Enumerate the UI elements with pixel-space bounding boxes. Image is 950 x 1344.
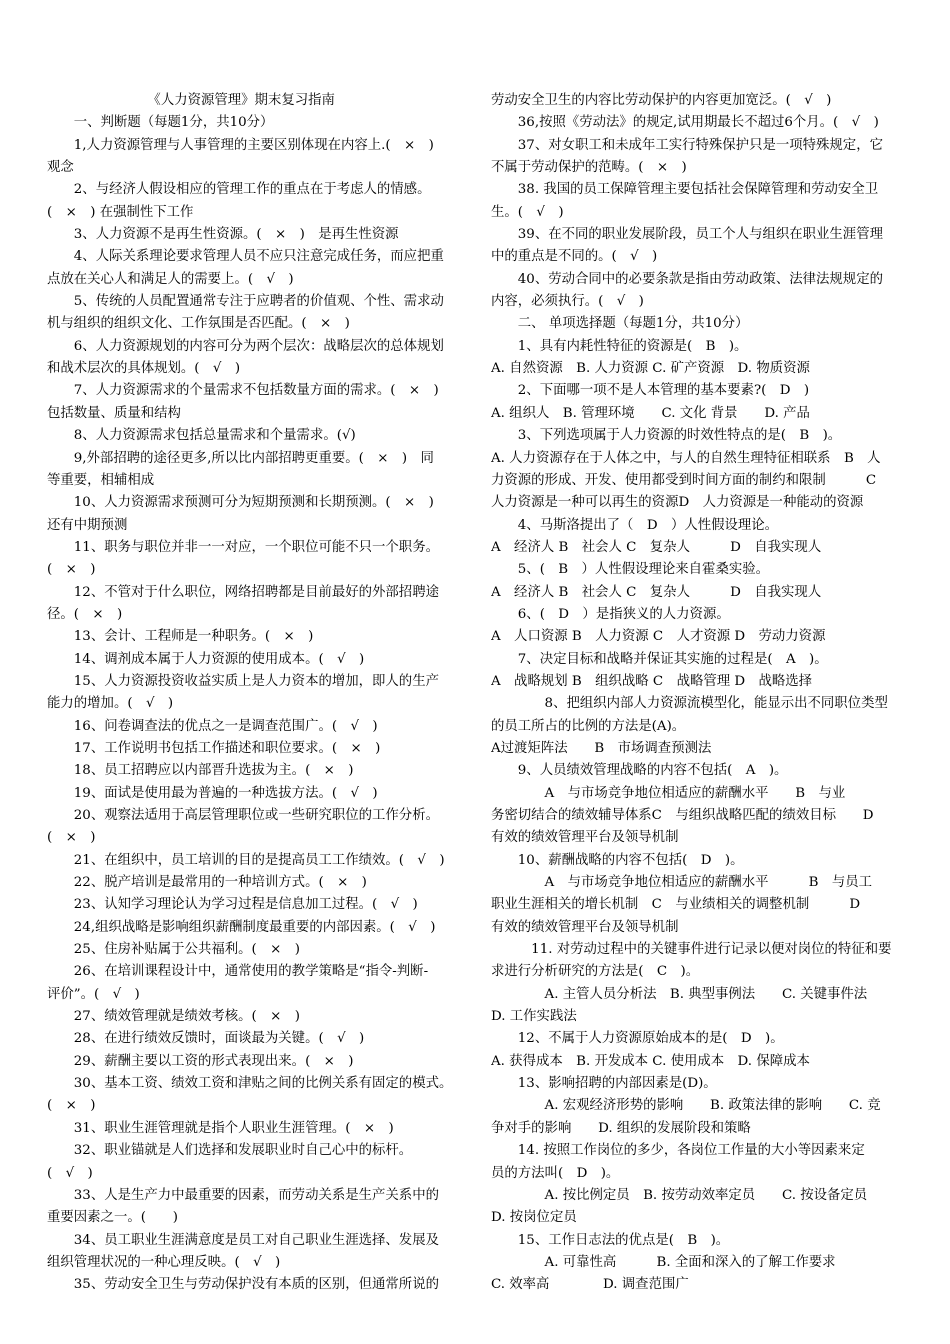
left-column-line: 35、劳动安全卫生与劳动保护没有本质的区别，但通常所说的 (47, 1277, 439, 1293)
right-column-line: C. 效率高 D. 调查范围广 (491, 1277, 689, 1293)
left-column-line: 24,组织战略是影响组织薪酬制度最重要的内部因素。( √ ) (47, 919, 436, 935)
left-column-line: 评价”。( √ ) (47, 986, 140, 1002)
left-column-line: 13、会计、工程师是一种职务。( × ) (47, 629, 314, 645)
left-column-line: 8、人力资源需求包括总量需求和个量需求。(√) (47, 428, 356, 444)
right-column-line: 不属于劳动保护的范畴。( × ) (491, 160, 687, 176)
right-column-line: A. 可靠性高 B. 全面和深入的了解工作要求 (491, 1254, 836, 1270)
right-column-line: 3、下列选项属于人力资源的时效性特点的是( B )。 (491, 428, 842, 444)
left-column-line: 1,人力资源管理与人事管理的主要区别体现在内容上.( × ) (47, 137, 434, 153)
left-column-line: ( × ) (47, 1098, 96, 1114)
left-column-line: 10、人力资源需求预测可分为短期预测和长期预测。( × ) (47, 495, 434, 511)
left-column-line: 19、面试是使用最为普遍的一种选拔方法。( √ ) (47, 785, 378, 801)
right-column-line: 11. 对劳动过程中的关键事件进行记录以便对岗位的特征和要 (491, 942, 892, 958)
right-column-line: 人力资源是一种可以再生的资源D 人力资源是一种能动的资源 (491, 495, 864, 511)
left-column-line: 11、职务与职位并非一一对应，一个职位可能不只一个职务。 (47, 539, 439, 555)
left-column-line: 3、人力资源不是再生性资源。( × ) 是再生性资源 (47, 227, 399, 243)
left-column-line: 18、员工招聘应以内部晋升选拔为主。( × ) (47, 763, 354, 779)
right-column-line: 中的重点是不同的。( √ ) (491, 249, 658, 265)
right-column-line: D. 工作实践法 (491, 1009, 577, 1025)
right-column-line: D. 按岗位定员 (491, 1210, 577, 1226)
left-column-line: 径。( × ) (47, 606, 123, 622)
left-column-line: 包括数量、质量和结构 (47, 405, 181, 421)
right-column-line: 有效的绩效管理平台及领导机制 (491, 830, 679, 846)
left-column-line: 5、传统的人员配置通常专注于应聘者的价值观、个性、需求动 (47, 294, 444, 310)
right-column (491, 90, 910, 1297)
left-column-line: 33、人是生产力中最重要的因素，而劳动关系是生产关系中的 (47, 1187, 439, 1203)
right-column-line: 生。( √ ) (491, 204, 564, 220)
right-column-line: A. 自然资源 B. 人力资源 C. 矿产资源 D. 物质资源 (491, 361, 810, 377)
left-column (47, 90, 466, 1297)
left-column-line: 14、调剂成本属于人力资源的使用成本。( √ ) (47, 651, 365, 667)
right-column-line: 二、 单项选择题（每题1分，共10分） (491, 316, 749, 332)
right-column-line: A 战略规划 B 组织战略 C 战略管理 D 战略选择 (491, 673, 813, 689)
right-column-line: 38. 我国的员工保障管理主要包括社会保障管理和劳动安全卫 (491, 182, 879, 198)
right-column-line: 员的方法叫( D )。 (491, 1165, 620, 1181)
left-column-line: ( √ ) (47, 1165, 93, 1181)
right-column-line: A 经济人 B 社会人 C 复杂人 D 自我实现人 (491, 539, 822, 555)
right-column-line: 7、决定目标和战略并保证其实施的过程是( A )。 (491, 651, 828, 667)
right-column-line: 15、工作日志法的优点是( B )。 (491, 1232, 730, 1248)
right-column-line: 9、人员绩效管理战略的内容不包括( A )。 (491, 763, 788, 779)
right-column-line: 6、( D ）是指狭义的人力资源。 (491, 606, 730, 622)
left-column-line: 6、人力资源规划的内容可分为两个层次：战略层次的总体规划 (47, 338, 444, 354)
right-column-line: A 经济人 B 社会人 C 复杂人 D 自我实现人 (491, 584, 822, 600)
left-column-line: 28、在进行绩效反馈时，面谈最为关键。( √ ) (47, 1031, 365, 1047)
right-column-line: 的员工所占的比例的方法是(A)。 (491, 718, 686, 734)
right-column-line: 39、在不同的职业发展阶段，员工个人与组织在职业生涯管理 (491, 227, 883, 243)
right-column-line: 有效的绩效管理平台及领导机制 (491, 919, 679, 935)
right-column-line: A. 获得成本 B. 开发成本 C. 使用成本 D. 保障成本 (491, 1053, 810, 1069)
right-column-line: 力资源的形成、开发、使用都受到时间方面的制约和限制 C (491, 472, 877, 488)
right-column-line: A. 宏观经济形势的影响 B. 政策法律的影响 C. 竞 (491, 1098, 881, 1114)
right-column-line: 劳动安全卫生的内容比劳动保护的内容更加宽泛。( √ ) (491, 93, 832, 108)
left-column-line: 2、与经济人假设相应的管理工作的重点在于考虑人的情感。 (47, 182, 431, 198)
left-column-line: 12、不管对于什么职位，网络招聘都是目前最好的外部招聘途 (47, 584, 439, 600)
left-column-line: 和战术层次的具体规划。( √ ) (47, 361, 241, 377)
left-column-line: 等重要，相辅相成 (47, 472, 155, 488)
right-column-line: 36,按照《劳动法》的规定,试用期最长不超过6个月。( √ ) (491, 115, 879, 131)
left-column-line: 32、职业锚就是人们选择和发展职业时自己心中的标杆。 (47, 1143, 413, 1159)
left-column-line: 30、基本工资、绩效工资和津贴之间的比例关系有固定的模式。 (47, 1076, 453, 1092)
right-column-line: A. 人力资源存在于人体之中，与人的自然生理特征相联系 B 人 (491, 450, 881, 466)
left-column-line: 4、人际关系理论要求管理人员不应只注意完成任务，而应把重 (47, 249, 444, 265)
right-column-line: 1、具有内耗性特征的资源是( B )。 (491, 338, 748, 354)
right-column-line: 5、( B ）人性假设理论来自霍桑实验。 (491, 562, 770, 578)
left-column-line: 15、人力资源投资收益实质上是人力资本的增加，即人的生产 (47, 673, 439, 689)
right-column-line: A. 按比例定员 B. 按劳动效率定员 C. 按设备定员 (491, 1187, 868, 1203)
left-column-line: ( × ) 在强制性下工作 (47, 204, 194, 220)
left-column-line: 26、在培训课程设计中，通常使用的教学策略是“指令-判断- (47, 964, 429, 980)
left-column-line: 31、职业生涯管理就是指个人职业生涯管理。( × ) (47, 1120, 394, 1136)
left-column-line: 25、住房补贴属于公共福利。( × ) (47, 942, 300, 958)
left-column-line: 机与组织的组织文化、工作氛围是否匹配。( × ) (47, 316, 350, 332)
left-column-line: 组织管理状况的一种心理反映。( √ ) (47, 1254, 281, 1270)
left-column-line: 22、脱产培训是最常用的一种培训方式。( × ) (47, 875, 367, 891)
left-column-line: 34、员工职业生涯满意度是员工对自己职业生涯选择、发展及 (47, 1232, 439, 1248)
right-column-line: 37、对女职工和未成年工实行特殊保护只是一项特殊规定，它 (491, 137, 883, 153)
left-column-line: 一、判断题（每题1分，共10分） (47, 115, 274, 131)
right-column-line: 13、影响招聘的内部因素是(D)。 (491, 1076, 717, 1092)
left-column-line: ( × ) (47, 830, 96, 846)
right-column-line: 求进行分析研究的方法是( C )。 (491, 964, 700, 980)
left-column-line: 21、在组织中，员工培训的目的是提高员工工作绩效。( √ ) (47, 852, 445, 868)
left-column-line: 29、薪酬主要以工资的形式表现出来。( × ) (47, 1053, 354, 1069)
left-column-line: 7、人力资源需求的个量需求不包括数量方面的需求。( × ) (47, 383, 439, 399)
left-column-line: 观念 (47, 160, 74, 176)
left-column-line: 还有中期预测 (47, 517, 128, 533)
right-column-line: 40、劳动合同中的必要条款是指由劳动政策、法律法规规定的 (491, 271, 883, 287)
right-column-line: 12、不属于人力资源原始成本的是( D )。 (491, 1031, 784, 1047)
left-column-line: 27、绩效管理就是绩效考核。( × ) (47, 1009, 300, 1025)
left-column-line: 16、问卷调查法的优点之一是调查范围广。( √ ) (47, 718, 378, 734)
left-column-line: 点放在关心人和满足人的需要上。( √ ) (47, 271, 294, 287)
left-column-line: 重要因素之一。( ) (47, 1210, 178, 1226)
right-column-line: A过渡矩阵法 B 市场调查预测法 (491, 740, 712, 756)
right-column-line: 14. 按照工作岗位的多少，各岗位工作量的大小等因素来定 (491, 1143, 865, 1159)
left-column-line: 能力的增加。( √ ) (47, 696, 174, 712)
right-column-line: A 人口资源 B 人力资源 C 人才资源 D 劳动力资源 (491, 629, 826, 645)
right-column-line: A 与市场竞争地位相适应的薪酬水平 B 与员工 (491, 875, 873, 891)
right-column-line: 职业生涯相关的增长机制 C 与业绩相关的调整机制 D (491, 897, 861, 913)
left-column-line: 23、认知学习理论认为学习过程是信息加工过程。( √ ) (47, 897, 418, 913)
right-column-line: 8、把组织内部人力资源流模型化，能显示出不同职位类型 (491, 696, 888, 712)
left-column-line: 《人力资源管理》期末复习指南 (47, 93, 335, 108)
left-column-line: 9,外部招聘的途径更多,所以比内部招聘更重要。( × ) 同 (47, 450, 434, 466)
left-column-line: 17、工作说明书包括工作描述和职位要求。( × ) (47, 740, 381, 756)
right-column-line: 4、马斯洛提出了（ D ）人性假设理论。 (491, 517, 779, 533)
right-column-line: A. 主管人员分析法 B. 典型事例法 C. 关键事件法 (491, 986, 868, 1002)
right-column-line: 务密切结合的绩效辅导体系C 与组织战略匹配的绩效目标 D (491, 808, 874, 823)
right-column-line: 争对手的影响 D. 组织的发展阶段和策略 (491, 1120, 751, 1136)
right-column-line: 10、薪酬战略的内容不包括( D )。 (491, 852, 744, 868)
left-column-line: ( × ) (47, 562, 96, 578)
right-column-line: 内容，必须执行。( √ ) (491, 294, 644, 310)
right-column-line: 2、下面哪一项不是人本管理的基本要素?( D ) (491, 383, 810, 399)
right-column-line: A 与市场竞争地位相适应的薪酬水平 B 与业 (491, 785, 846, 801)
left-column-line: 20、观察法适用于高层管理职位或一些研究职位的工作分析。 (47, 808, 439, 823)
right-column-line: A. 组织人 B. 管理环境 C. 文化 背景 D. 产品 (491, 405, 810, 421)
